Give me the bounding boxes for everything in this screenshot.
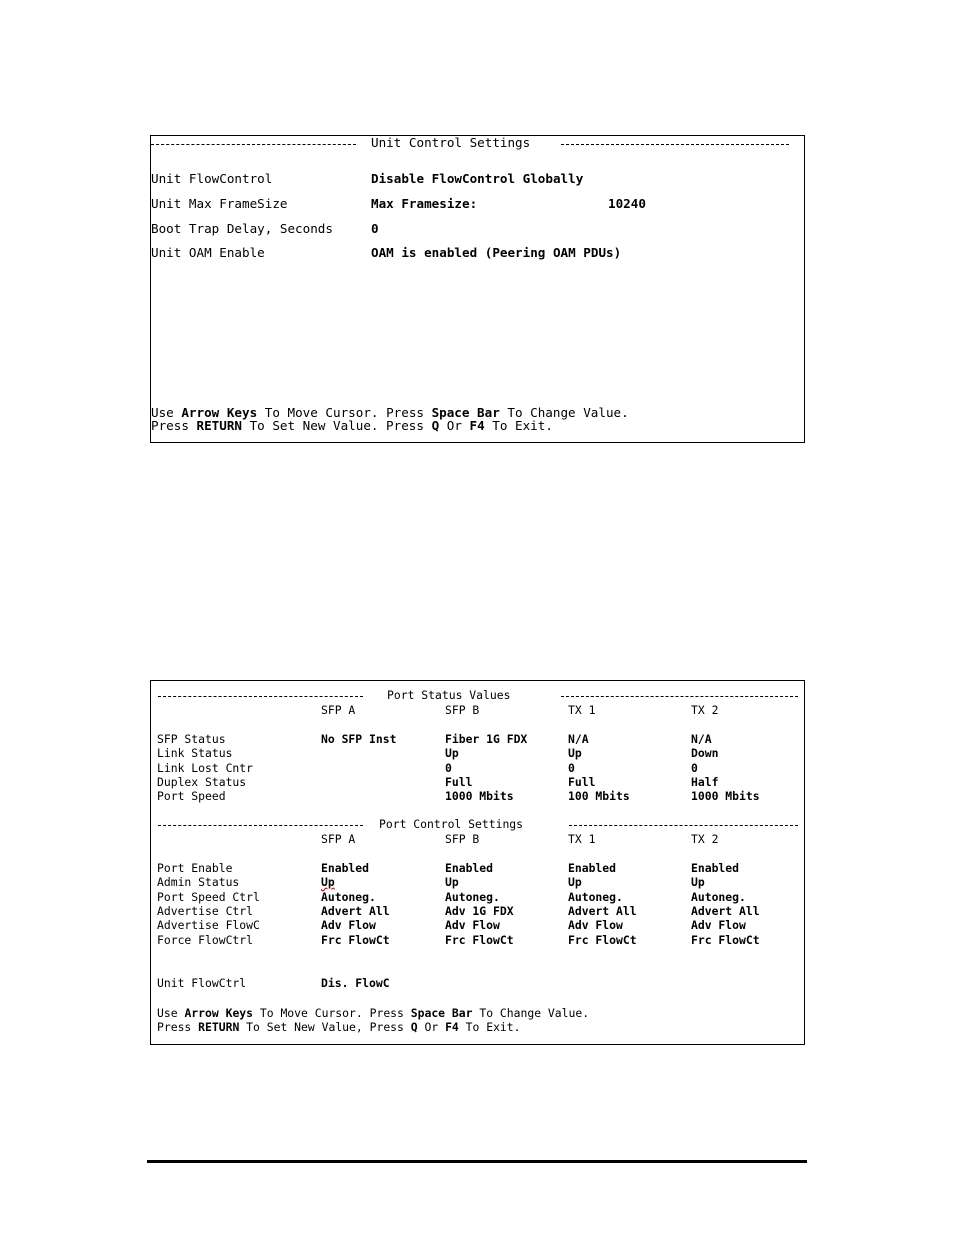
status-value: N/A (691, 732, 712, 746)
title-rule-right (561, 144, 789, 145)
column-header: TX 1 (568, 703, 596, 717)
control-value[interactable]: Frc FlowCt (445, 933, 514, 947)
help-key: Arrow Keys (181, 405, 258, 420)
help-key: Space Bar (431, 405, 500, 420)
column-header: SFP A (321, 703, 356, 717)
status-label: Duplex Status (157, 775, 247, 789)
status-value: Fiber 1G FDX (445, 732, 528, 746)
setting-label: Unit OAM Enable (151, 245, 265, 260)
title-rule-left (151, 144, 356, 145)
control-value[interactable]: Adv 1G FDX (445, 904, 514, 918)
setting-value-framesize[interactable]: 10240 (608, 196, 646, 211)
setting-value-framesize-label: Max Framesize: (371, 196, 478, 211)
page-footer-rule (147, 1160, 807, 1163)
status-value: Full (445, 775, 473, 789)
help-text: Use (151, 405, 182, 420)
status-label: Port Speed (157, 789, 226, 803)
setting-value-oam[interactable]: OAM is enabled (Peering OAM PDUs) (371, 245, 622, 260)
help-text: To Change Value. (472, 1006, 590, 1020)
control-value[interactable]: Up (691, 875, 705, 889)
status-value: 100 Mbits (568, 789, 630, 803)
control-value-cursor[interactable]: Up (321, 875, 335, 889)
help-text: Or (439, 418, 470, 433)
status-value: No SFP Inst (321, 732, 397, 746)
help-text: To Move Cursor. Press (257, 405, 432, 420)
setting-label: Unit FlowControl (151, 171, 273, 186)
help-key: Space Bar (410, 1006, 473, 1020)
control-value[interactable]: Enabled (568, 861, 617, 875)
title-rule-right (569, 825, 798, 826)
help-line-2 (157, 1022, 521, 1033)
column-header: SFP B (445, 703, 480, 717)
control-label: Advertise FlowC (157, 918, 260, 932)
status-value: 1000 Mbits (691, 789, 760, 803)
control-value[interactable]: Autoneg. (445, 890, 500, 904)
control-value[interactable]: Autoneg. (568, 890, 623, 904)
help-key: RETURN (196, 418, 242, 433)
status-value: Full (568, 775, 596, 789)
control-value[interactable]: Advert All (568, 904, 637, 918)
help-key: Arrow Keys (184, 1006, 254, 1020)
control-value[interactable]: Enabled (321, 861, 370, 875)
status-value: Down (691, 746, 719, 760)
title-rule-left (158, 825, 363, 826)
control-value[interactable]: Enabled (691, 861, 740, 875)
control-value[interactable]: Advert All (321, 904, 390, 918)
control-value[interactable]: Adv Flow (445, 918, 500, 932)
help-key: Q (410, 1020, 418, 1034)
control-value[interactable]: Adv Flow (321, 918, 376, 932)
status-value: 1000 Mbits (445, 789, 514, 803)
control-value[interactable]: Adv Flow (691, 918, 746, 932)
port-settings-screen (150, 680, 805, 1045)
status-value: Up (445, 746, 459, 760)
title-rule-left (158, 696, 363, 697)
status-value: N/A (568, 732, 589, 746)
setting-label: Unit Max FrameSize (151, 196, 288, 211)
status-value: Half (691, 775, 719, 789)
control-value[interactable]: Autoneg. (691, 890, 746, 904)
help-key: F4 (469, 418, 485, 433)
control-value[interactable]: Advert All (691, 904, 760, 918)
title-rule-right (561, 696, 798, 697)
help-text: To Exit. (484, 418, 553, 433)
control-value[interactable]: Up (445, 875, 459, 889)
control-label: Admin Status (157, 875, 240, 889)
control-value[interactable]: Frc FlowCt (321, 933, 390, 947)
help-text: To Set New Value. Press (242, 418, 432, 433)
control-label: Force FlowCtrl (157, 933, 254, 947)
control-label: Unit FlowCtrl (157, 976, 247, 990)
unit-control-screen (150, 135, 805, 443)
help-text: Press (157, 1020, 199, 1034)
section-title-port-status: Port Status Values (387, 688, 511, 702)
help-key: Q (431, 418, 440, 433)
help-line-2 (151, 420, 553, 433)
control-value[interactable]: Autoneg. (321, 890, 376, 904)
help-text: Press (151, 418, 197, 433)
help-text: To Move Cursor. Press (253, 1006, 411, 1020)
status-value: 0 (691, 761, 698, 775)
column-header: TX 2 (691, 832, 719, 846)
control-label: Port Speed Ctrl (157, 890, 260, 904)
control-value[interactable]: Up (568, 875, 582, 889)
control-value[interactable]: Adv Flow (568, 918, 623, 932)
setting-value-flowcontrol[interactable]: Disable FlowControl Globally (371, 171, 584, 186)
help-key: F4 (445, 1020, 459, 1034)
status-label: Link Lost Cntr (157, 761, 254, 775)
status-value: Up (568, 746, 582, 760)
control-value[interactable]: Frc FlowCt (568, 933, 637, 947)
section-title-port-control: Port Control Settings (379, 817, 524, 831)
help-key: RETURN (198, 1020, 240, 1034)
help-line-1 (157, 1008, 589, 1019)
control-label: Port Enable (157, 861, 233, 875)
help-text: To Set New Value, Press (239, 1020, 411, 1034)
setting-value-boot-trap-delay[interactable]: 0 (371, 221, 379, 236)
help-text: To Change Value. (499, 405, 629, 420)
status-value: 0 (568, 761, 575, 775)
control-label: Advertise Ctrl (157, 904, 254, 918)
control-value[interactable]: Enabled (445, 861, 494, 875)
screen-title: Unit Control Settings (371, 135, 531, 150)
column-header: TX 2 (691, 703, 719, 717)
help-text: Use (157, 1006, 185, 1020)
control-value[interactable]: Frc FlowCt (691, 933, 760, 947)
status-label: SFP Status (157, 732, 226, 746)
help-text: Or (417, 1020, 446, 1034)
column-header: SFP B (445, 832, 480, 846)
help-text: To Exit. (458, 1020, 521, 1034)
setting-label: Boot Trap Delay, Seconds (151, 221, 333, 236)
column-header: TX 1 (568, 832, 596, 846)
status-value: 0 (445, 761, 452, 775)
status-label: Link Status (157, 746, 233, 760)
unit-flowctrl-value[interactable]: Dis. FlowC (321, 976, 390, 990)
column-header: SFP A (321, 832, 356, 846)
